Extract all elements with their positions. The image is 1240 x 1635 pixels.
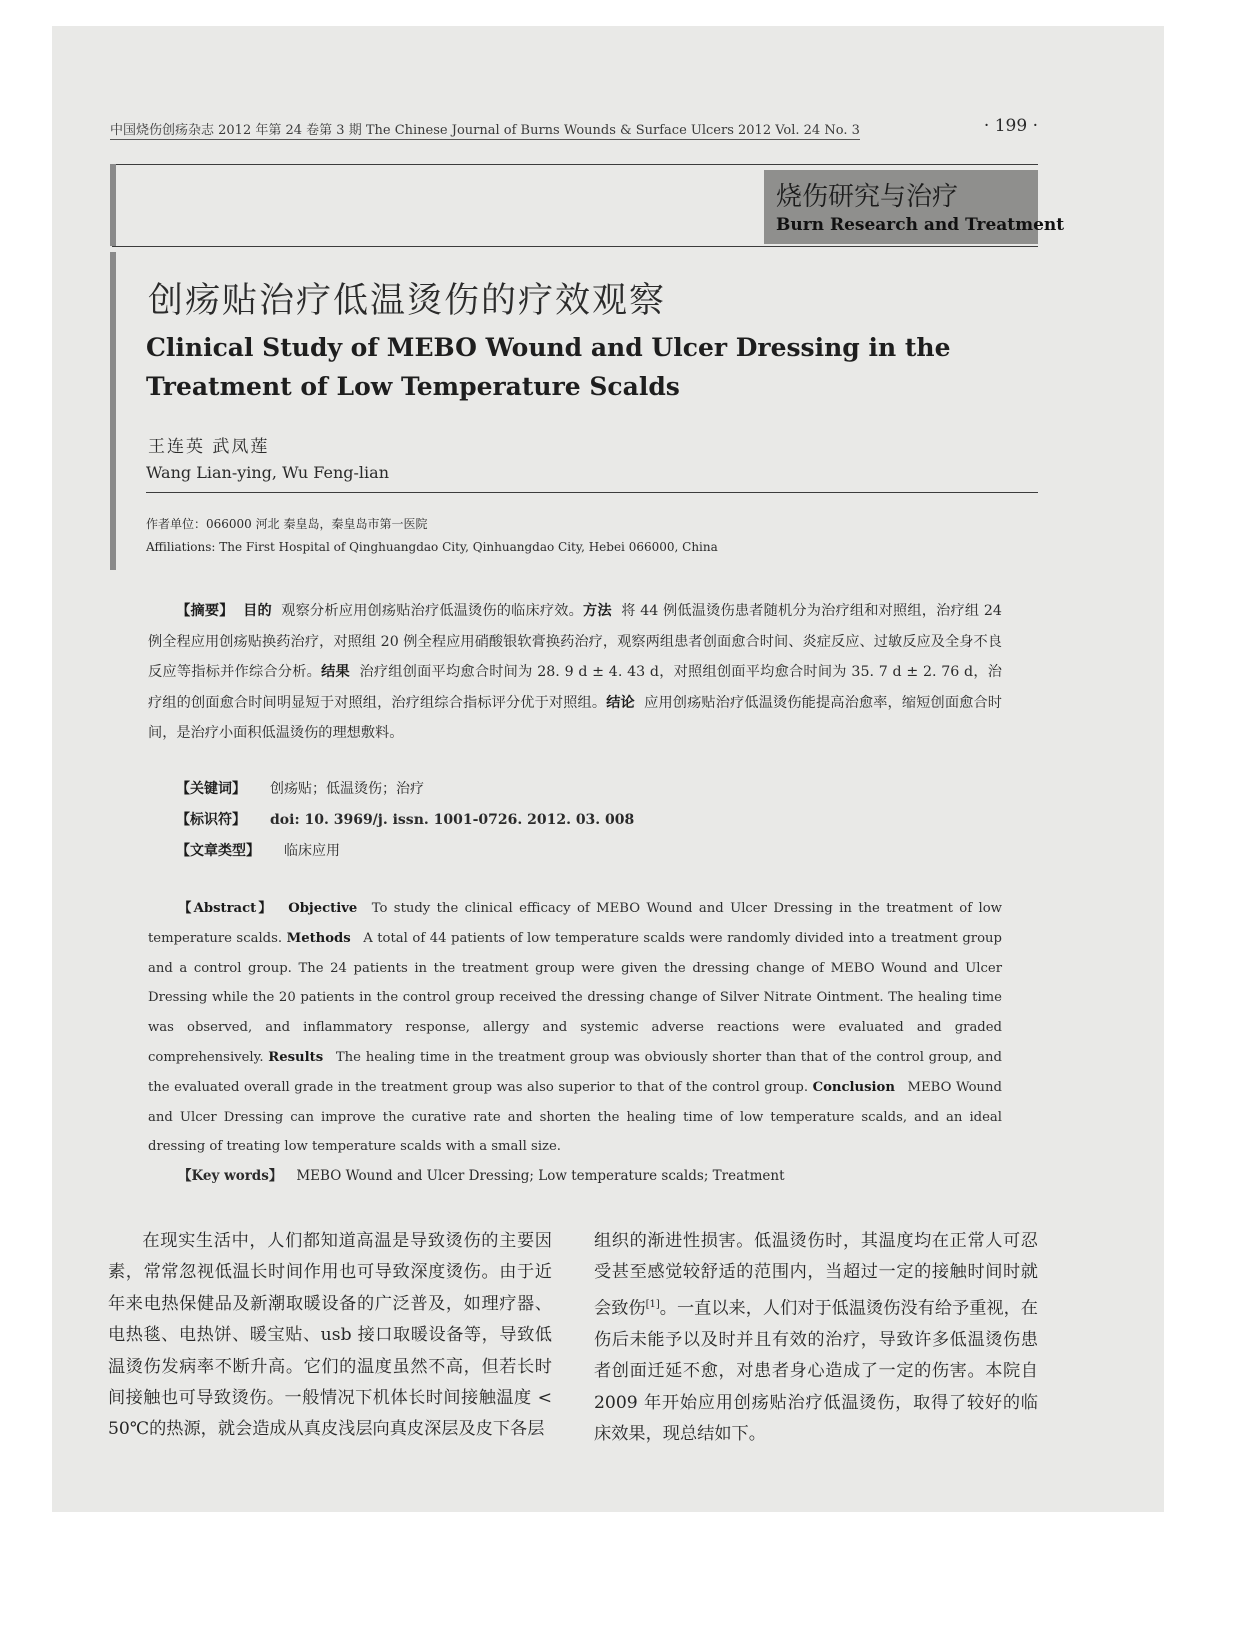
article-title-zh: 创疡贴治疗低温烫伤的疗效观察 <box>148 281 667 321</box>
keywords-zh-label: 【关键词】 <box>176 781 246 797</box>
methods-en: A total of 44 patients of low temperature scalds were randomly divided into a treatment group and a control group. The 24 patients in the treatment group were given the dressing change of MEBO Wound and Ulcer Dressing while the 20 patients in the control group received the dressing change of Silver Nitrate Ointment. The healing time was observed, and inflammatory response, allergy and systemic adverse reactions were evaluated and graded comprehensively. <box>148 930 1002 1065</box>
journal-page <box>52 26 1164 1512</box>
doi-label: 【标识符】 <box>176 812 246 828</box>
methods-zh: 将 44 例低温烫伤患者随机分为治疗组和对照组，治疗组 24 例全程应用创疡贴换药治疗，对照组 20 例全程应用硝酸银软膏换药治疗，观察两组患者创面愈合时间、炎症反应、过敏反应及全身不良反应等指标并作综合分析。 <box>148 603 1002 680</box>
results-en-label: Results <box>268 1049 324 1065</box>
section-title-zh: 烧伤研究与治疗 <box>776 182 959 212</box>
objective-zh-label: 目的 <box>243 603 272 619</box>
abstract-zh <box>148 596 1002 749</box>
results-zh: 治疗组创面平均愈合时间为 28. 9 d ± 4. 43 d，对照组创面平均愈合时间为 35. 7 d ± 2. 76 d，治疗组的创面愈合时间明显短于对照组，治疗组综合指标评分优于对照组。 <box>148 664 1002 711</box>
conclusion-zh: 应用创疡贴治疗低温烫伤能提高治愈率，缩短创面愈合时间，是治疗小面积低温烫伤的理想敷料。 <box>148 694 1002 741</box>
header-rule <box>112 164 1038 165</box>
keywords-en-value: MEBO Wound and Ulcer Dressing; Low temperature scalds; Treatment <box>296 1168 785 1184</box>
article-type-value: 临床应用 <box>284 843 340 859</box>
abstract-en-label: 【Abstract】 <box>176 901 274 916</box>
authors-zh: 王连英 武凤莲 <box>148 437 270 457</box>
affiliation-en: Affiliations: The First Hospital of Qinghuangdao City, Qinhuangdao City, Hebei 066000, China <box>146 540 718 554</box>
keywords-en-label: 【Key words】 <box>178 1168 283 1184</box>
keywords-zh-value: 创疡贴；低温烫伤；治疗 <box>270 781 424 797</box>
keywords-en <box>178 1164 785 1184</box>
results-en: The healing time in the treatment group was obviously shorter than that of the control group, and the evaluated overall grade in the treatment group was also superior to that of the control group. <box>148 1049 1002 1095</box>
objective-en-label: Objective <box>288 901 358 916</box>
body-text-right <box>594 1226 1038 1451</box>
objective-en: To study the clinical efficacy of MEBO Wound and Ulcer Dressing in the treatment of low temperature scalds. <box>148 901 1002 946</box>
conclusion-zh-label: 结论 <box>606 694 635 711</box>
abstract-zh-label: 【摘要】 <box>176 603 234 619</box>
section-tag <box>764 170 1065 244</box>
citation-ref: [1] <box>645 1298 660 1310</box>
body-right-part-b: 。一直以来，人们对于低温烫伤没有给予重视，在伤后未能予以及时并且有效的治疗，导致许多低温烫伤患者创面迁延不愈，对患者身心造成了一定的伤害。本院自 2009 年开始应用创疡贴治疗低温烫伤，取得了较好的临床效果，现总结如下。 <box>594 1298 1038 1445</box>
article-type-label: 【文章类型】 <box>176 843 260 859</box>
results-zh-label: 结果 <box>321 664 350 680</box>
section-vertical-bar <box>110 164 116 246</box>
conclusion-en: MEBO Wound and Ulcer Dressing can improve the curative rate and shorten the healing time of low temperature scalds, and an ideal dressing of treating low temperature scalds with a small size. <box>148 1079 1002 1155</box>
abstract-en <box>148 894 1002 1162</box>
section-title-en: Burn Research and Treatment <box>776 215 1065 235</box>
article-title-en: Clinical Study of MEBO Wound and Ulcer Dressing in the Treatment of Low Temperature Scalds <box>146 333 951 401</box>
conclusion-en-label: Conclusion <box>812 1079 895 1095</box>
article-type <box>176 840 340 860</box>
doi <box>176 809 634 829</box>
doi-value: doi: 10. 3969/j. issn. 1001-0726. 2012. 03. 008 <box>270 812 635 828</box>
methods-zh-label: 方法 <box>583 603 612 619</box>
body-text-left: 在现实生活中，人们都知道高温是导致烫伤的主要因素，常常忽视低温长时间作用也可导致深度烫伤。由于近年来电热保健品及新潮取暖设备的广泛普及，如理疗器、电热毯、电热饼、暖宝贴、usb 接口取暖设备等，导致低温烫伤发病率不断升高。它们的温度虽然不高，但若长时间接触也可导致烫伤。一般情况下机体长时间接触温度 < 50℃的热源，就会造成从真皮浅层向真皮深层及皮下各层 <box>108 1231 552 1440</box>
keywords-zh <box>176 778 424 798</box>
section-rule <box>112 246 1038 247</box>
running-head: 中国烧伤创疡杂志 2012 年第 24 卷第 3 期 The Chinese Journal of Burns Wounds & Surface Ulcers 2012 Vol. 24 No. 3 <box>110 119 860 140</box>
methods-en-label: Methods <box>286 930 351 946</box>
authors-rule <box>146 492 1038 493</box>
authors-en: Wang Lian-ying, Wu Feng-lian <box>146 463 390 482</box>
title-vertical-bar <box>110 252 116 570</box>
affiliation-zh: 作者单位：066000 河北 秦皇岛，秦皇岛市第一医院 <box>146 517 428 531</box>
objective-zh: 观察分析应用创疡贴治疗低温烫伤的临床疗效。 <box>281 603 584 619</box>
page-number: · 199 · <box>983 116 1038 136</box>
body-right-part-a: 组织的渐进性损害。低温烫伤时，其温度均在正常人可忍受甚至感觉较舒适的范围内，当超过一定的接触时间时就会致伤 <box>594 1231 1038 1319</box>
